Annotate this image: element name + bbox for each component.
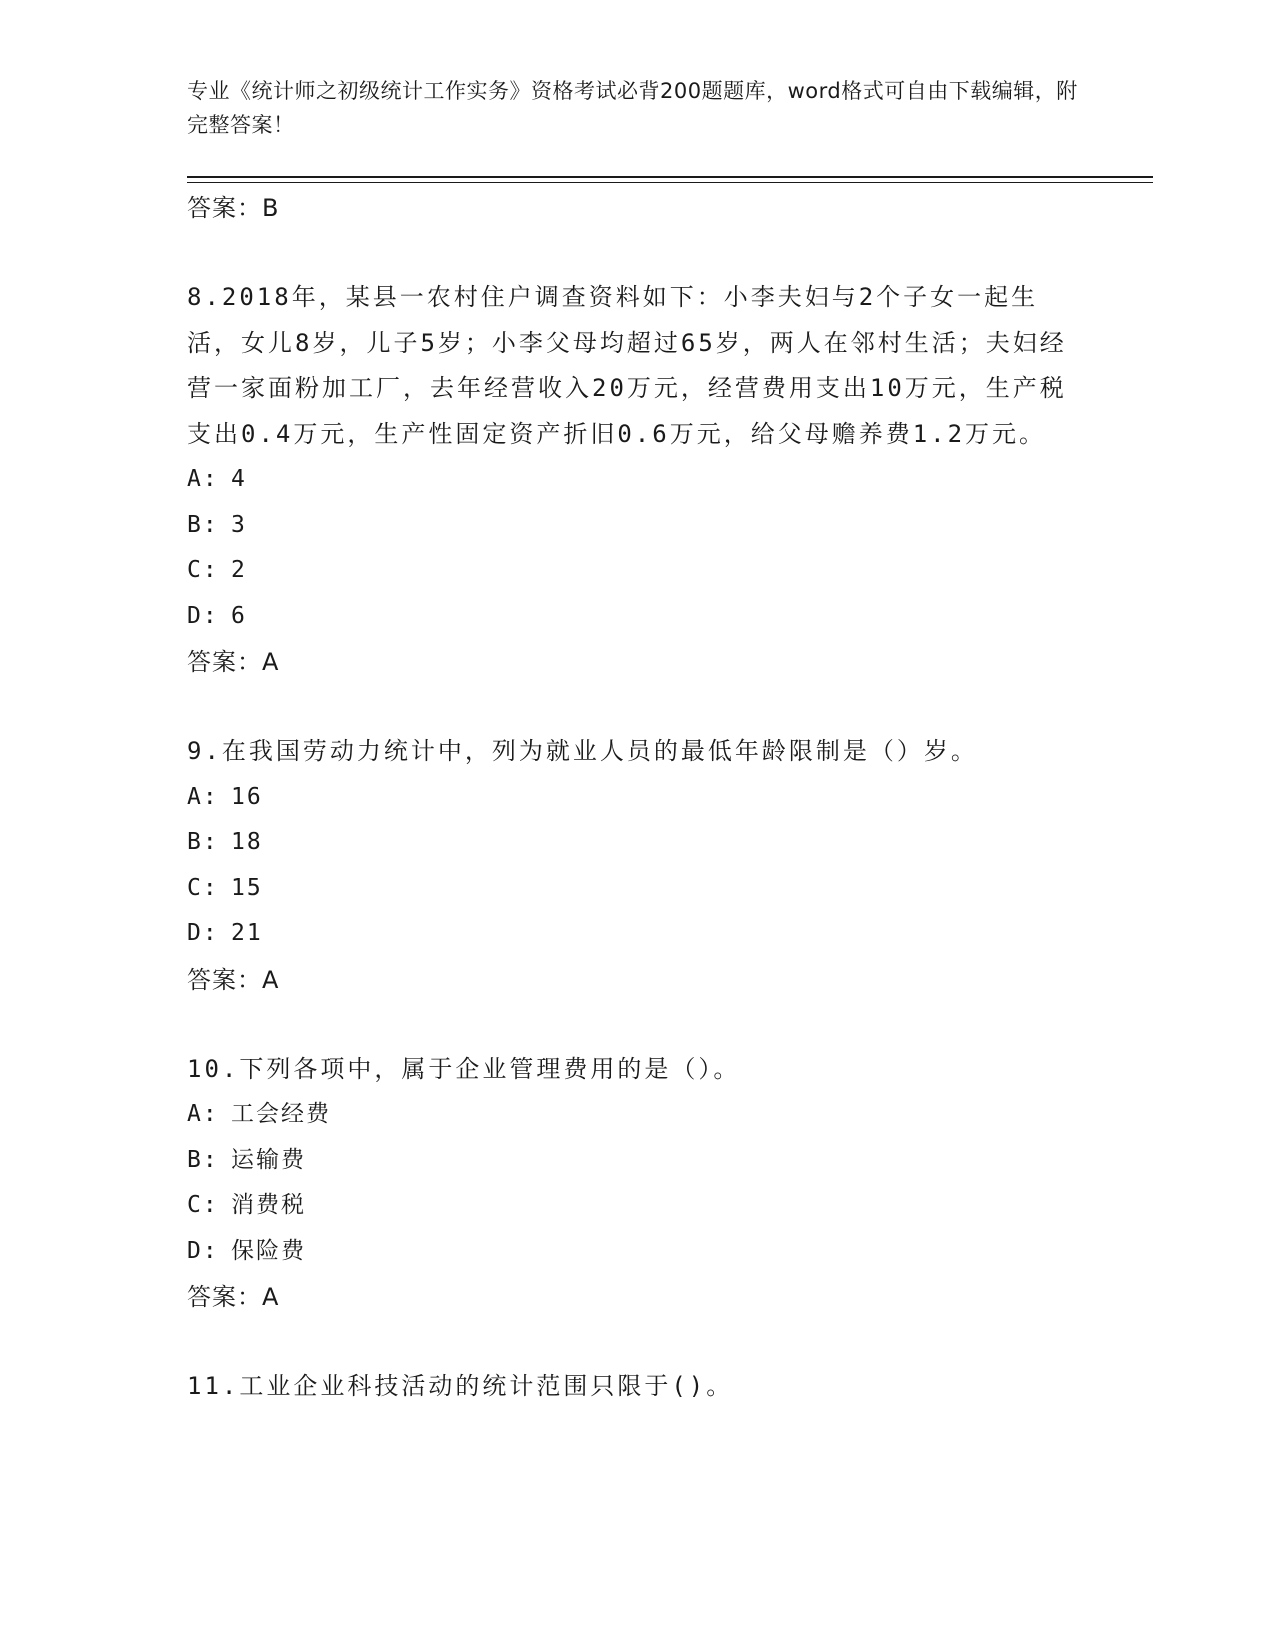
option-label: A:	[187, 466, 219, 492]
answer-value: A	[262, 648, 280, 676]
option-label: C:	[187, 1192, 219, 1218]
option-row	[187, 503, 1087, 549]
option-label: B:	[187, 1146, 219, 1173]
option-value: 18	[231, 829, 263, 855]
answer-label: 答案：	[187, 648, 262, 676]
header-divider-thick	[187, 176, 1153, 178]
option-row	[187, 866, 1087, 912]
option-row	[187, 594, 1087, 640]
question-text: 10.下列各项中，属于企业管理费用的是（）。	[187, 1054, 741, 1083]
option-value: 3	[231, 511, 247, 538]
option-row	[187, 775, 1087, 821]
option-row	[187, 1092, 1087, 1138]
answer-value: B	[262, 194, 280, 222]
option-row	[187, 820, 1087, 866]
option-value: 工会经费	[231, 1101, 331, 1127]
option-value: 6	[231, 602, 247, 629]
answer-value: A	[262, 965, 280, 994]
questions-container	[187, 275, 1087, 1410]
answer-value: A	[262, 1283, 280, 1311]
option-label: C:	[187, 874, 219, 901]
option-row	[187, 1138, 1087, 1184]
option-label: D:	[187, 1237, 219, 1264]
option-value: 消费税	[231, 1192, 306, 1218]
option-value: 运输费	[231, 1146, 306, 1173]
option-value: 15	[231, 874, 263, 901]
option-row	[187, 548, 1087, 594]
option-label: A:	[187, 1101, 219, 1127]
document-header: 专业《统计师之初级统计工作实务》资格考试必背200题题库，word格式可自由下载编辑，附完整答案！	[187, 79, 1078, 137]
option-label: D:	[187, 920, 219, 946]
question-text: 11.工业企业科技活动的统计范围只限于()。	[187, 1372, 734, 1400]
answer-label: 答案：	[187, 1283, 262, 1311]
option-value: 21	[231, 920, 263, 946]
header-divider-thin	[187, 182, 1153, 183]
option-row	[187, 1229, 1087, 1275]
option-label: B:	[187, 829, 219, 855]
option-row	[187, 457, 1087, 503]
option-label: A:	[187, 783, 219, 810]
question-list	[187, 185, 1087, 1410]
option-label: C:	[187, 557, 219, 583]
answer-line	[187, 639, 1087, 685]
answer-line	[187, 957, 1087, 1003]
option-value: 4	[231, 466, 247, 492]
option-label: D:	[187, 602, 219, 629]
answer-label: 答案：	[187, 965, 262, 994]
option-row	[187, 1183, 1087, 1229]
option-value: 2	[231, 557, 247, 583]
option-row	[187, 911, 1087, 957]
answer-label: 答案：	[187, 194, 262, 222]
previous-answer	[187, 185, 1087, 231]
option-value: 保险费	[231, 1237, 306, 1264]
question-text: 9.在我国劳动力统计中，列为就业人员的最低年龄限制是（）岁。	[187, 737, 978, 765]
option-value: 16	[231, 783, 263, 810]
answer-line	[187, 1274, 1087, 1320]
question-text: 8.2018年，某县一农村住户调查资料如下：小李夫妇与2个子女一起生活，女儿8岁，儿子5岁；小李父母均超过65岁，两人在邻村生活；夫妇经营一家面粉加工厂，去年经营收入20万元，经营费用支出10万元，生产税支出0.4万元，生产性固定资产折旧0.6万元，给父母赡养费1.2万元。	[187, 283, 1067, 448]
option-label: B:	[187, 511, 219, 538]
